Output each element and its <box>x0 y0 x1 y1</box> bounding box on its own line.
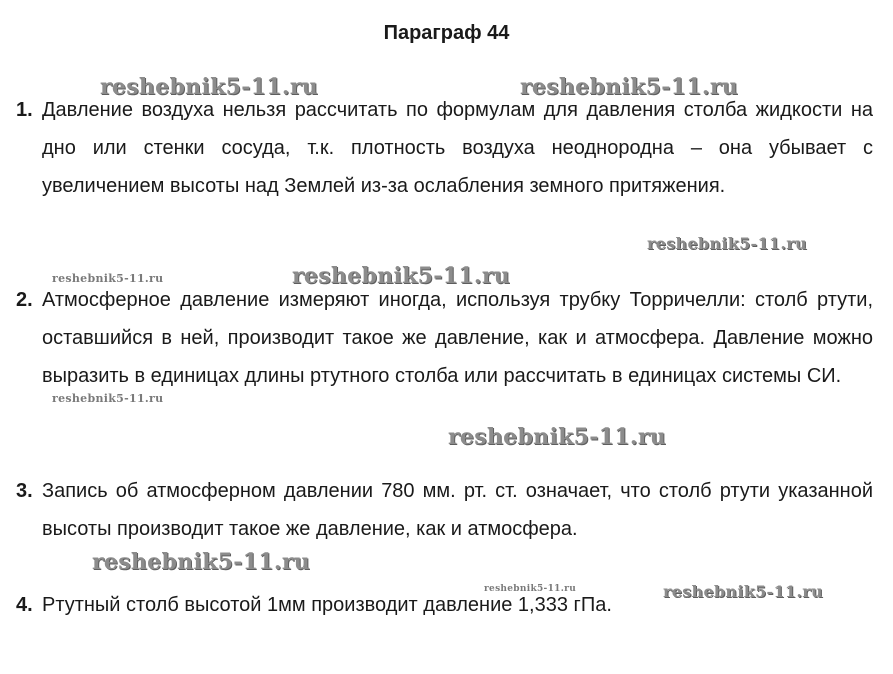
page-title: Параграф 44 <box>383 22 510 44</box>
watermark: reshebnik5-11.ru <box>484 584 577 594</box>
item-text: Ртутный столб высотой 1мм производит давление 1,333 гПа. <box>42 594 612 616</box>
watermark: reshebnik5-11.ru <box>52 272 164 285</box>
item-text: Атмосферное давление измеряют иногда, используя трубку Торричелли: столб ртути, оставшийся в ней, производит такое же давление, как и атмосфера. Давление можно выразить в единицах длины ртутного столба или рассчитать в единицах системы СИ. <box>42 289 873 387</box>
answer-item-1 <box>16 91 873 205</box>
watermark: reshebnik5-11.ru <box>52 392 164 405</box>
item-number: 3. <box>16 480 33 502</box>
item-text: Давление воздуха нельзя рассчитать по формулам для давления столба жидкости на дно или стенки сосуда, т.к. плотность воздуха неоднородна – она убывает с увеличением высоты над Землей из-за ослабления земного притяжения. <box>42 99 873 197</box>
watermark: reshebnik5-11.ru <box>448 424 667 450</box>
answer-item-2 <box>16 281 873 395</box>
watermark: reshebnik5-11.ru <box>647 234 807 253</box>
item-text: Запись об атмосферном давлении 780 мм. рт. ст. означает, что столб ртути указанной высоты производит такое же давление, как и атмосфера. <box>42 480 873 540</box>
watermark: reshebnik5-11.ru <box>92 549 311 575</box>
watermark: reshebnik5-11.ru <box>520 74 739 100</box>
answer-item-3 <box>16 472 873 548</box>
item-number: 1. <box>16 99 33 121</box>
watermark: reshebnik5-11.ru <box>100 74 319 100</box>
watermark: reshebnik5-11.ru <box>663 582 823 601</box>
watermark: reshebnik5-11.ru <box>292 263 511 289</box>
item-number: 2. <box>16 289 33 311</box>
item-number: 4. <box>16 594 33 616</box>
